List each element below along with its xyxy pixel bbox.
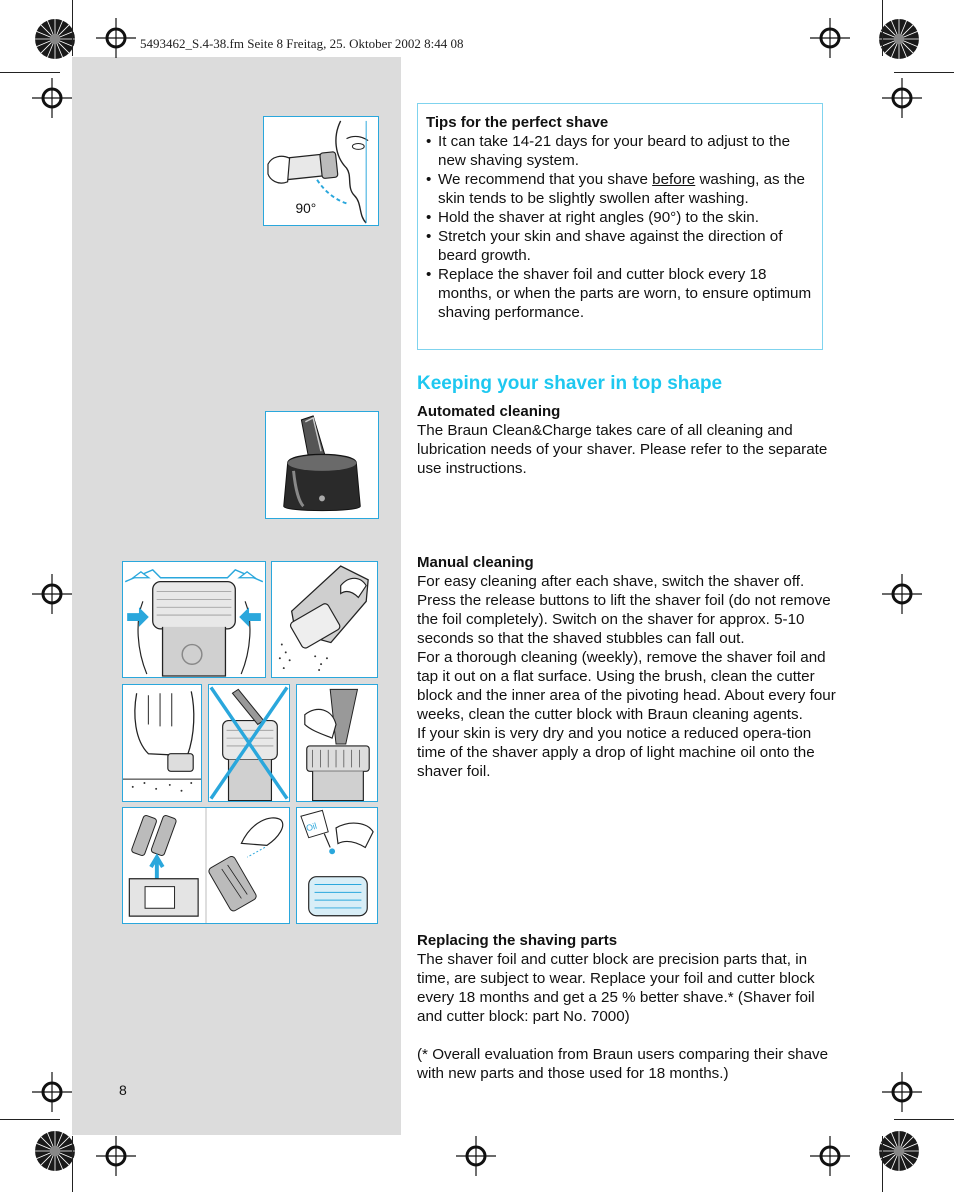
figure-shaver-running — [271, 561, 378, 678]
tips-item-text: washing, as the skin tends to be slightly swollen after washing. — [438, 171, 805, 207]
angle-label: 90° — [295, 201, 317, 217]
tips-item: • Replace the shaver foil and cutter block every 18 months, or when the parts are worn, to ensure optimum shaving performance. — [426, 265, 814, 322]
crop-line — [0, 1119, 60, 1120]
shaving-angle-illustration — [264, 117, 378, 225]
replacing-parts-footnote: (* Overall evaluation from Braun users comparing their shave with new parts and those used for 18 months.) — [417, 1046, 829, 1082]
registration-mark-bottom-center — [456, 1136, 496, 1176]
figure-release-foil — [122, 561, 266, 678]
figure-tap-out-foil — [122, 684, 202, 802]
manual-cleaning-paragraph: For easy cleaning after each shave, switch the shaver off. Press the release buttons to lift the shaver foil (do not remove the foil completely). Switch on the shaver for approx. 5-10 seconds so that the shaved stubbles can fall out. — [417, 573, 831, 647]
automated-cleaning-heading: Automated cleaning — [417, 403, 561, 420]
page-number: 8 — [119, 1082, 127, 1098]
manual-cleaning-section — [417, 553, 837, 781]
registration-mark-left-upper — [32, 78, 72, 118]
tips-box — [417, 103, 823, 350]
print-slug: 5493462_S.4-38.fm Seite 8 Freitag, 25. Oktober 2002 8:44 08 — [140, 36, 464, 51]
registration-mark-top-left — [96, 18, 136, 58]
figure-do-not-brush-foil — [208, 684, 290, 802]
replacing-parts-heading: Replacing the shaving parts — [417, 932, 618, 949]
crop-line — [0, 72, 60, 73]
shaver-running-illustration — [272, 562, 377, 677]
starburst-mark-bottom-left — [34, 1130, 76, 1172]
replacing-parts-text: The shaver foil and cutter block are precision parts that, in time, are subject to wear. Replace your foil and cutter block every 18 months and get a 25 % better shave.* (Shaver foil and cutter block: part No. 7000) — [417, 951, 815, 1025]
starburst-mark-top-right — [878, 18, 920, 60]
registration-mark-right-lower — [882, 1072, 922, 1112]
manual-cleaning-heading: Manual cleaning — [417, 554, 534, 571]
manual-cleaning-paragraph: For a thorough cleaning (weekly), remove the shaver foil and tap it out on a flat surface. Using the brush, clean the cutter block and the inner area of the pivoting head. About every four weeks, clean the cutter block with Braun cleaning agents. — [417, 649, 836, 723]
crop-line — [72, 1136, 73, 1192]
oil-bottle-label: Oil — [304, 820, 318, 834]
tips-title: Tips for the perfect shave — [426, 114, 609, 131]
starburst-mark-bottom-right — [878, 1130, 920, 1172]
registration-mark-right-upper — [882, 78, 922, 118]
brush-cutter-illustration — [297, 685, 377, 801]
automated-cleaning-section — [417, 402, 837, 478]
clean-charge-illustration — [266, 412, 378, 518]
manual-cleaning-paragraph: If your skin is very dry and you notice a reduced opera-tion time of the shaver apply a drop of light machine oil onto the shaver foil. — [417, 725, 815, 780]
registration-mark-right-middle — [882, 574, 922, 614]
tips-item — [426, 170, 814, 208]
automated-cleaning-text: The Braun Clean&Charge takes care of all cleaning and lubrication needs of your shaver. Please refer to the separate use instructions. — [417, 422, 828, 477]
tap-out-illustration — [123, 685, 201, 801]
registration-mark-left-middle — [32, 574, 72, 614]
crop-line — [894, 1119, 954, 1120]
tips-item: • Hold the shaver at right angles (90°) to the skin. — [426, 208, 814, 227]
crop-line — [882, 0, 883, 56]
replace-spray-illustration — [123, 808, 289, 923]
registration-mark-top-right — [810, 18, 850, 58]
tips-item-text: We recommend that you shave — [438, 171, 653, 188]
tips-item-emphasis: before — [652, 171, 696, 188]
figure-brush-cutter-block — [296, 684, 378, 802]
release-foil-illustration — [123, 562, 265, 677]
crop-line — [882, 1136, 883, 1192]
registration-mark-bottom-left — [96, 1136, 136, 1176]
registration-mark-bottom-right — [810, 1136, 850, 1176]
tips-item: • Stretch your skin and shave against the direction of beard growth. — [426, 227, 814, 265]
figure-clean-charge-station — [265, 411, 379, 519]
replacing-parts-section — [417, 931, 837, 1083]
starburst-mark-top-left — [34, 18, 76, 60]
section-title: Keeping your shaver in top shape — [417, 373, 723, 394]
tips-item: • It can take 14-21 days for your beard to adjust to the new shaving system. — [426, 132, 814, 170]
crop-line — [894, 72, 954, 73]
figure-shaving-angle — [263, 116, 379, 226]
crop-line — [72, 0, 73, 56]
figure-oil-foil — [296, 807, 378, 924]
tips-list — [426, 132, 814, 322]
figure-replace-and-spray — [122, 807, 290, 924]
oil-foil-illustration — [297, 808, 377, 923]
do-not-brush-illustration — [209, 685, 289, 801]
registration-mark-left-lower — [32, 1072, 72, 1112]
